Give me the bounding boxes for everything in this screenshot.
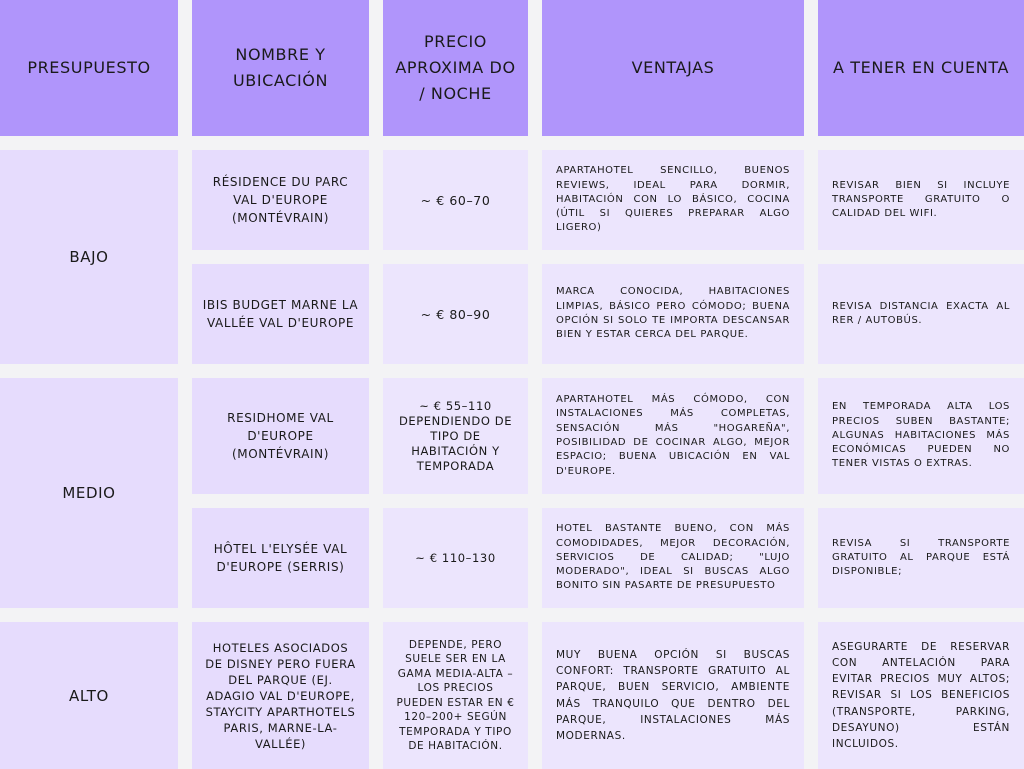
budget-high: ALTO bbox=[0, 622, 178, 769]
hotel-name: RÉSIDENCE DU PARC VAL D'EUROPE (MONTÉVRAIN) bbox=[192, 150, 369, 250]
hotel-advantages: MARCA CONOCIDA, HABITACIONES LIMPIAS, BÁSICO PERO CÓMODO; BUENA OPCIÓN SI SOLO TE IMPORTA DESCANSAR BIEN Y ESTAR CERCA DEL PARQUE. bbox=[542, 264, 804, 364]
hotel-advantages: APARTAHOTEL SENCILLO, BUENOS REVIEWS, IDEAL PARA DORMIR, HABITACIÓN CON LO BÁSICO, COCINA (ÚTIL SI QUIERES PREPARAR ALGO LIGERO) bbox=[542, 150, 804, 250]
hotel-notes: REVISA SI TRANSPORTE GRATUITO AL PARQUE ESTÁ DISPONIBLE; bbox=[818, 508, 1024, 608]
hotel-price: ~ € 110–130 bbox=[383, 508, 528, 608]
hotel-advantages: APARTAHOTEL MÁS CÓMODO, CON INSTALACIONES MÁS COMPLETAS, SENSACIÓN MÁS "HOGAREÑA", POSIBILIDAD DE COCINAR ALGO, MEJOR ESPACIO; BUENA UBICACIÓN EN VAL D'EUROPE. bbox=[542, 378, 804, 494]
hotel-notes: ASEGURARTE DE RESERVAR CON ANTELACIÓN PARA EVITAR PRECIOS MUY ALTOS; REVISAR SI LOS BENEFICIOS (TRANSPORTE, PARKING, DESAYUNO) ESTÁN INCLUIDOS. bbox=[818, 622, 1024, 769]
hotel-advantages: MUY BUENA OPCIÓN SI BUSCAS CONFORT: TRANSPORTE GRATUITO AL PARQUE, BUEN SERVICIO, AMBIENTE MÁS TRANQUILO QUE DENTRO DEL PARQUE, INSTALACIONES MÁS MODERNAS. bbox=[542, 622, 804, 769]
header-notes: A TENER EN CUENTA bbox=[818, 0, 1024, 136]
hotel-name: HÔTEL L'ELYSÉE VAL D'EUROPE (SERRIS) bbox=[192, 508, 369, 608]
hotel-price: ~ € 60–70 bbox=[383, 150, 528, 250]
hotel-price: ~ € 80–90 bbox=[383, 264, 528, 364]
header-price-per-night: PRECIO APROXIMA DO / NOCHE bbox=[383, 0, 528, 136]
header-budget: PRESUPUESTO bbox=[0, 0, 178, 136]
hotel-notes: EN TEMPORADA ALTA LOS PRECIOS SUBEN BASTANTE; ALGUNAS HABITACIONES MÁS ECONÓMICAS PUEDEN NO TENER VISTAS O EXTRAS. bbox=[818, 378, 1024, 494]
hotel-notes: REVISAR BIEN SI INCLUYE TRANSPORTE GRATUITO O CALIDAD DEL WIFI. bbox=[818, 150, 1024, 250]
hotel-notes: REVISA DISTANCIA EXACTA AL RER / AUTOBÚS. bbox=[818, 264, 1024, 364]
header-advantages: VENTAJAS bbox=[542, 0, 804, 136]
hotel-advantages: HOTEL BASTANTE BUENO, CON MÁS COMODIDADES, MEJOR DECORACIÓN, SERVICIOS DE CALIDAD; "LUJO MODERADO", IDEAL SI BUSCAS ALGO BONITO SIN PASARTE DE PRESUPUESTO bbox=[542, 508, 804, 608]
hotel-name: RESIDHOME VAL D'EUROPE (MONTÉVRAIN) bbox=[192, 378, 369, 494]
hotel-price: ~ € 55–110 DEPENDIENDO DE TIPO DE HABITACIÓN Y TEMPORADA bbox=[383, 378, 528, 494]
hotel-name: IBIS BUDGET MARNE LA VALLÉE VAL D'EUROPE bbox=[192, 264, 369, 364]
budget-mid: MEDIO bbox=[0, 378, 178, 608]
budget-low: BAJO bbox=[0, 150, 178, 364]
hotel-price: DEPENDE, PERO SUELE SER EN LA GAMA MEDIA-ALTA – LOS PRECIOS PUEDEN ESTAR EN € 120–200+ SEGÚN TEMPORADA Y TIPO DE HABITACIÓN. bbox=[383, 622, 528, 769]
header-name-location: NOMBRE Y UBICACIÓN bbox=[192, 0, 369, 136]
hotel-name: HOTELES ASOCIADOS DE DISNEY PERO FUERA DEL PARQUE (EJ. ADAGIO VAL D'EUROPE, STAYCITY APARTHOTELS PARIS, MARNE-LA-VALLÉE) bbox=[192, 622, 369, 769]
